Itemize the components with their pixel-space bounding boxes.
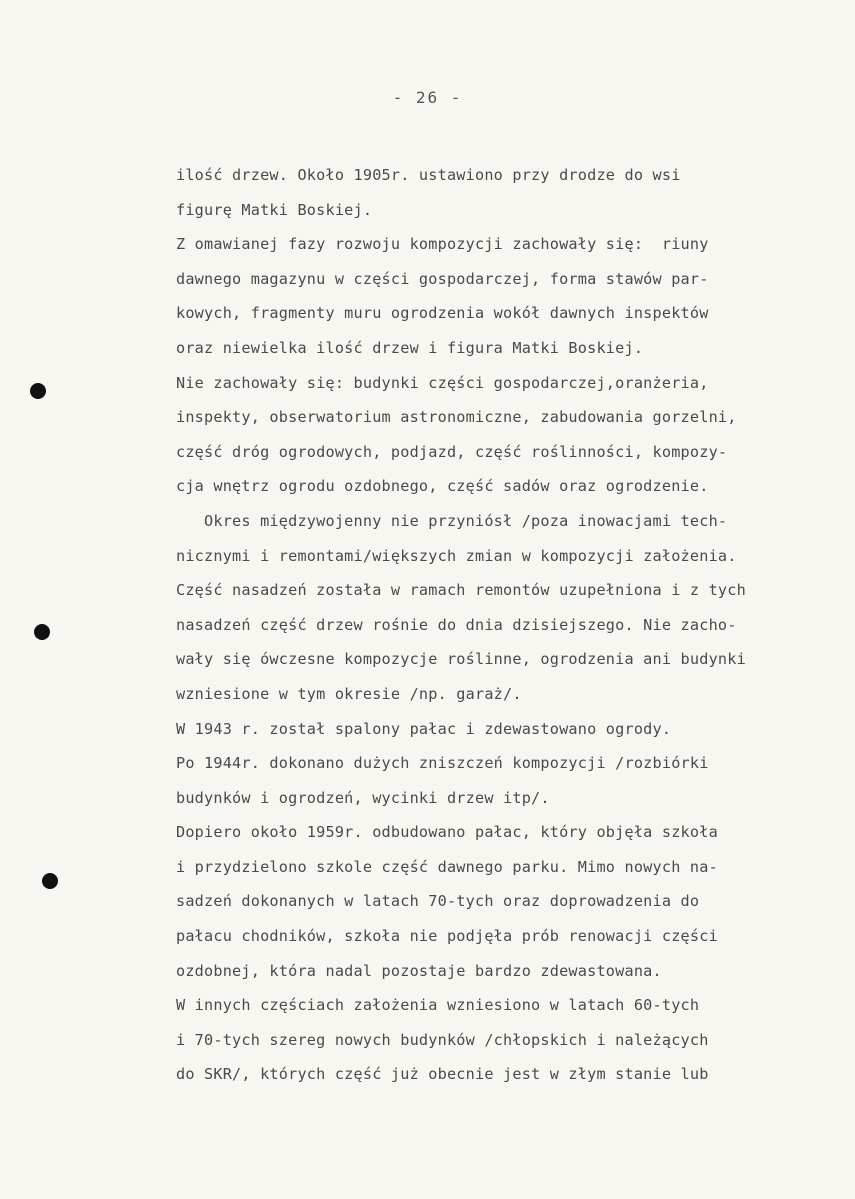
text-line: W 1943 r. został spalony pałac i zdewastowano ogrody. <box>176 719 672 738</box>
text-line: figurę Matki Boskiej. <box>176 200 373 219</box>
text-line: ozdobnej, która nadal pozostaje bardzo zdewastowana. <box>176 961 662 980</box>
text-line: budynków i ogrodzeń, wycinki drzew itp/. <box>176 788 550 807</box>
text-line: oraz niewielka ilość drzew i figura Matki Boskiej. <box>176 338 644 357</box>
text-line: i przydzielono szkole część dawnego parku. Mimo nowych na- <box>176 857 718 876</box>
binder-hole-top <box>30 383 46 399</box>
text-line: Z omawianej fazy rozwoju kompozycji zachowały się: riuny <box>176 235 709 254</box>
binder-hole-bottom <box>42 873 58 889</box>
text-line: do SKR/, których część już obecnie jest w złym stanie lub <box>176 1065 709 1084</box>
text-line: ilość drzew. Około 1905r. ustawiono przy drodze do wsi <box>176 166 681 184</box>
text-line: Część nasadzeń została w ramach remontów uzupełniona i z tych <box>176 581 746 600</box>
text-line: pałacu chodników, szkoła nie podjęła prób renowacji części <box>176 927 718 946</box>
text-line: cja wnętrz ogrodu ozdobnego, część sadów oraz ogrodzenie. <box>176 477 709 496</box>
text-line: dawnego magazynu w części gospodarczej, forma stawów par- <box>176 269 709 288</box>
text-line: sadzeń dokonanych w latach 70-tych oraz doprowadzenia do <box>176 892 700 911</box>
text-line: nasadzeń część drzew rośnie do dnia dzisiejszego. Nie zacho- <box>176 615 737 634</box>
body-text <box>176 158 836 1092</box>
text-line: kowych, fragmenty muru ogrodzenia wokół dawnych inspektów <box>176 304 709 323</box>
text-line: wzniesione w tym okresie /np. garaż/. <box>176 684 522 703</box>
page-number: - 26 - <box>392 88 463 107</box>
text-line: inspekty, obserwatorium astronomiczne, zabudowania gorzelni, <box>176 408 737 427</box>
text-line: Po 1944r. dokonano dużych zniszczeń kompozycji /rozbiórki <box>176 754 709 773</box>
text-line: wały się ówczesne kompozycje roślinne, ogrodzenia ani budynki <box>176 650 746 669</box>
text-line: nicznymi i remontami/większych zmian w kompozycji założenia. <box>176 546 737 565</box>
binder-hole-middle <box>34 624 50 640</box>
text-line: Nie zachowały się: budynki części gospodarczej,oranżeria, <box>176 373 709 392</box>
text-line: W innych częściach założenia wzniesiono w latach 60-tych <box>176 996 700 1015</box>
text-line: i 70-tych szereg nowych budynków /chłopskich i należących <box>176 1030 709 1049</box>
text-line: Okres międzywojenny nie przyniósł /poza inowacjami tech- <box>176 511 728 530</box>
text-line: część dróg ogrodowych, podjazd, część roślinności, kompozy- <box>176 442 728 461</box>
text-line: Dopiero około 1959r. odbudowano pałac, który objęła szkoła <box>176 823 718 842</box>
